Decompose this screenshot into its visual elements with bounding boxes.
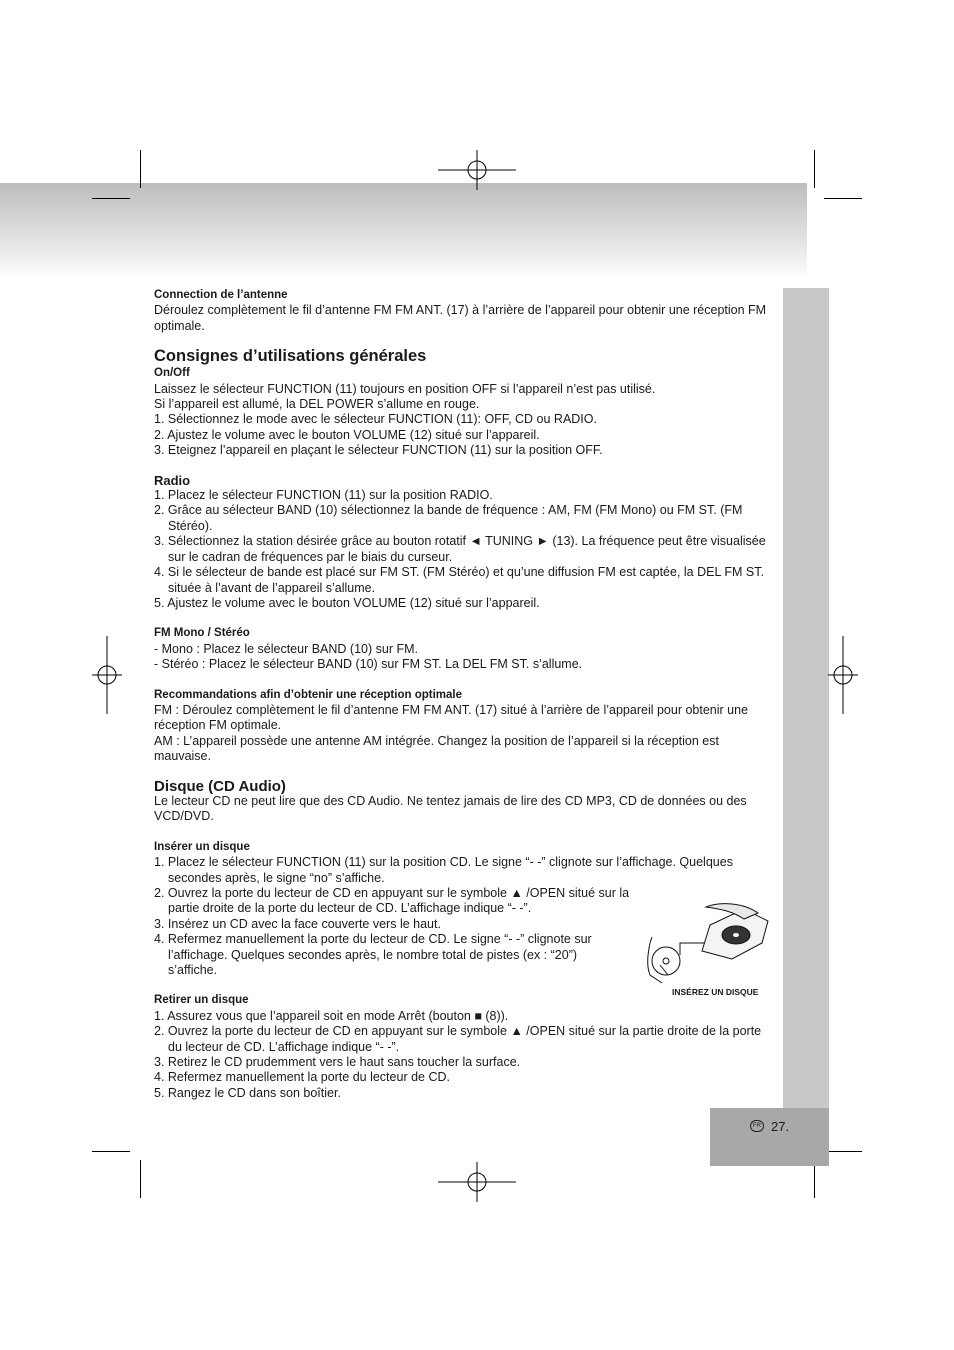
reco-line: FM : Déroulez complètement le fil d’antenne FM FM ANT. (17) situé à l’arrière de l’appareil pour obtenir une réception FM optimale. [154, 702, 749, 733]
onoff-heading: On/Off [154, 367, 190, 380]
insert-step: 3. Insérez un CD avec la face couverte vers le haut. [154, 916, 441, 931]
radio-heading: Radio [154, 472, 191, 488]
onoff-step: 2. Ajustez le volume avec le bouton VOLUME (12) situé sur l’appareil. [154, 427, 540, 442]
antenna-heading: Connection de l’antenne [154, 289, 288, 301]
insert-heading: Insérer un disque [154, 840, 250, 853]
fm-heading: FM Mono / Stéréo [154, 627, 250, 640]
figure-caption: INSÉREZ UN DISQUE [672, 987, 759, 997]
insert-step: 2. Ouvrez la porte du lecteur de CD en appuyant sur le symbole ▲ /OPEN situé sur la partie droite de la porte du lecteur de CD. L’affichage indique “- -”. [154, 886, 630, 916]
onoff-step: 1. Sélectionnez le mode avec le sélecteur FUNCTION (11): OFF, CD ou RADIO. [154, 412, 597, 427]
fm-line: - Stéréo : Placez le sélecteur BAND (10) sur FM ST. La DEL FM ST. s’allume. [154, 657, 583, 672]
insert-step: 1. Placez le sélecteur FUNCTION (11) sur la position CD. Le signe “- -” clignote sur l’affichage. Quelques secondes après, le signe “no” s’affiche. [154, 855, 733, 885]
registration-mark-right [828, 636, 858, 714]
radio-step: 5. Ajustez le volume avec le bouton VOLUME (12) situé sur l’appareil. [154, 595, 540, 610]
antenna-text: Déroulez complètement le fil d’antenne FM FM ANT. (17) à l’arrière de l’appareil pour obtenir une réception FM optimale. [154, 303, 767, 333]
radio-step: 2. Grâce au sélecteur BAND (10) sélectionnez la bande de fréquence : AM, FM (FM Mono) ou FM ST. (FM Stéréo). [154, 503, 743, 533]
remove-heading: Retirer un disque [154, 994, 249, 1007]
remove-step: 2. Ouvrez la porte du lecteur de CD en appuyant sur le symbole ▲ /OPEN situé sur la partie droite de la porte du lecteur de CD. L’affichage indique “- -”. [154, 1024, 762, 1054]
reco-heading: Recommandations afin d’obtenir une réception optimale [154, 688, 462, 701]
reco-line: AM : L’appareil possède une antenne AM intégrée. Changez la position de l’appareil si la réception est mauvaise. [154, 733, 719, 764]
disc-intro: Le lecteur CD ne peut lire que des CD Audio. Ne tentez jamais de lire des CD MP3, CD de données ou des VCD/DVD. [154, 793, 747, 824]
registration-mark-bottom [438, 1162, 518, 1202]
fm-line: - Mono : Placez le sélecteur BAND (10) sur FM. [154, 641, 418, 656]
onoff-line: Laissez le sélecteur FUNCTION (11) toujours en position OFF si l’appareil n’est pas utilisé. [154, 381, 656, 396]
registration-mark-left [92, 636, 122, 714]
remove-step: 1. Assurez vous que l’appareil soit en mode Arrêt (bouton ■ (8)). [154, 1008, 509, 1023]
language-badge: FR [750, 1120, 764, 1132]
radio-step: 3. Sélectionnez la station désirée grâce au bouton rotatif ◄ TUNING ► (13). La fréquence peut être visualisée sur le cadran de fréquences par le biais du curseur. [154, 534, 766, 564]
page-number-box [710, 1108, 829, 1166]
radio-step: 1. Placez le sélecteur FUNCTION (11) sur la position RADIO. [154, 488, 493, 503]
remove-step: 4. Refermez manuellement la porte du lecteur de CD. [154, 1070, 450, 1085]
insert-step: 4. Refermez manuellement la porte du lecteur de CD. Le signe “- -” clignote sur l’affichage. Quelques secondes après, le nombre total de pistes (ex : “20”) s’affiche. [154, 932, 592, 978]
onoff-step: 3. Eteignez l’appareil en plaçant le sélecteur FUNCTION (11) sur la position OFF. [154, 443, 603, 458]
page-number: 27. [771, 1119, 790, 1134]
insert-disc-illustration [640, 903, 770, 985]
general-heading: Consignes d’utilisations générales [154, 347, 427, 366]
onoff-line: Si l’appareil est allumé, la DEL POWER s’allume en rouge. [154, 397, 480, 412]
remove-step: 3. Retirez le CD prudemment vers le haut sans toucher la surface. [154, 1055, 521, 1070]
radio-step: 4. Si le sélecteur de bande est placé sur FM ST. (FM Stéréo) et qu’une diffusion FM est captée, la DEL FM ST. située à l’avant de l’appareil s’allume. [154, 565, 764, 595]
registration-mark-top [438, 150, 518, 190]
side-band [783, 288, 829, 1110]
remove-step: 5. Rangez le CD dans son boîtier. [154, 1085, 341, 1100]
disc-heading: Disque (CD Audio) [154, 777, 286, 795]
